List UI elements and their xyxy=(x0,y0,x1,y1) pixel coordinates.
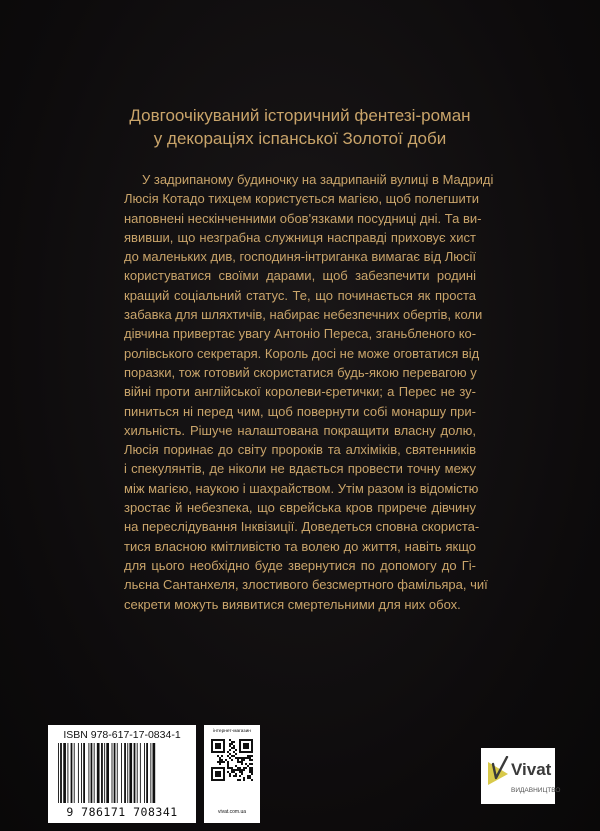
tagline-line: Довгоочікуваний історичний фентезі-роман xyxy=(129,106,471,125)
blurb-line: пиниться ні перед чим, щоб повернути собі монаршу при- xyxy=(124,403,476,419)
isbn-text: ISBN 978-617-17-0834-1 xyxy=(63,729,181,741)
publisher-mark-icon xyxy=(487,756,511,786)
blurb-line: У задрипаному будиночку на задрипаній вулиці в Мадриді xyxy=(142,172,494,187)
qr-url: vivat.com.ua xyxy=(217,809,247,815)
blurb-line: до маленьких див, господиня-інтриганка вимагає від Люсії xyxy=(124,249,476,265)
blurb-line: кращий соціальний статус. Те, що починається як проста xyxy=(124,287,476,303)
blurb-line: Люсія Котадо тихцем користується магією, щоб полегшити xyxy=(124,191,479,207)
blurb-line: ролівського секретаря. Король досі не може оговтатися від xyxy=(124,345,480,361)
qr-code-icon[interactable] xyxy=(211,739,253,781)
blurb-line: дівчина привертає увагу Антоніо Переса, зганьбленого ко- xyxy=(124,326,477,342)
blurb-line: тися власною кмітливістю та волею до життя, навіть якщо xyxy=(124,538,476,554)
blurb-line: поразки, тож готовий скористатися будь-якою перевагою у xyxy=(124,364,477,380)
blurb-line: секрети можуть виявитися смертельними для них обох. xyxy=(124,596,461,612)
blurb-line: наповнені нескінченними обов'язками посудниці дні. Та ви- xyxy=(124,210,482,226)
tagline-line: у декораціях іспанської Золотої доби xyxy=(153,129,447,148)
blurb-line: явивши, що незграбна служниця насправді приховує хист xyxy=(124,229,476,245)
publisher-logo xyxy=(481,748,561,804)
tagline xyxy=(60,104,540,150)
blurb-line: льєна Сантанхеля, злостивого безсмертного фамільяра, чиї xyxy=(124,577,488,593)
blurb-line: на переслідування Інквізиції. Доведеться сповна скориста- xyxy=(124,519,480,535)
publisher-name: Vivat xyxy=(511,760,552,779)
barcode xyxy=(56,743,188,803)
blurb-line: для цього необхідно буде звернутися по допомогу до Гі- xyxy=(124,557,476,573)
qr-top-label: інтернет-магазин xyxy=(213,729,251,734)
publisher-subtitle: ВИДАВНИЦТВО xyxy=(511,787,561,794)
blurb-text xyxy=(124,170,494,614)
blurb-line: зростає й небезпека, що єврейська кров прирече дівчину xyxy=(124,500,476,516)
barcode-number: 9 786171 708341 xyxy=(66,805,178,819)
isbn-barcode-label xyxy=(48,725,196,823)
blurb-line: між магією, наукою і шахрайством. Утім разом із відомістю xyxy=(124,480,479,496)
blurb-line: забавка для шляхтичів, набирає небезпечних обертів, коли xyxy=(124,307,483,323)
blurb-line: хильність. Рішуче налаштована покращити власну долю, xyxy=(124,422,476,438)
blurb-line: користуватися своїми дарами, щоб забезпечити родині xyxy=(124,268,476,284)
blurb-line: Люсія поринає до світу пророків та алхіміків, святенників xyxy=(124,442,476,458)
qr-label xyxy=(204,725,260,823)
blurb-line: війні проти англійської королеви-єретички; а Перес не зу- xyxy=(124,384,476,400)
blurb-line: і спекулянтів, де ніколи не вдається провести точну межу xyxy=(124,461,476,477)
